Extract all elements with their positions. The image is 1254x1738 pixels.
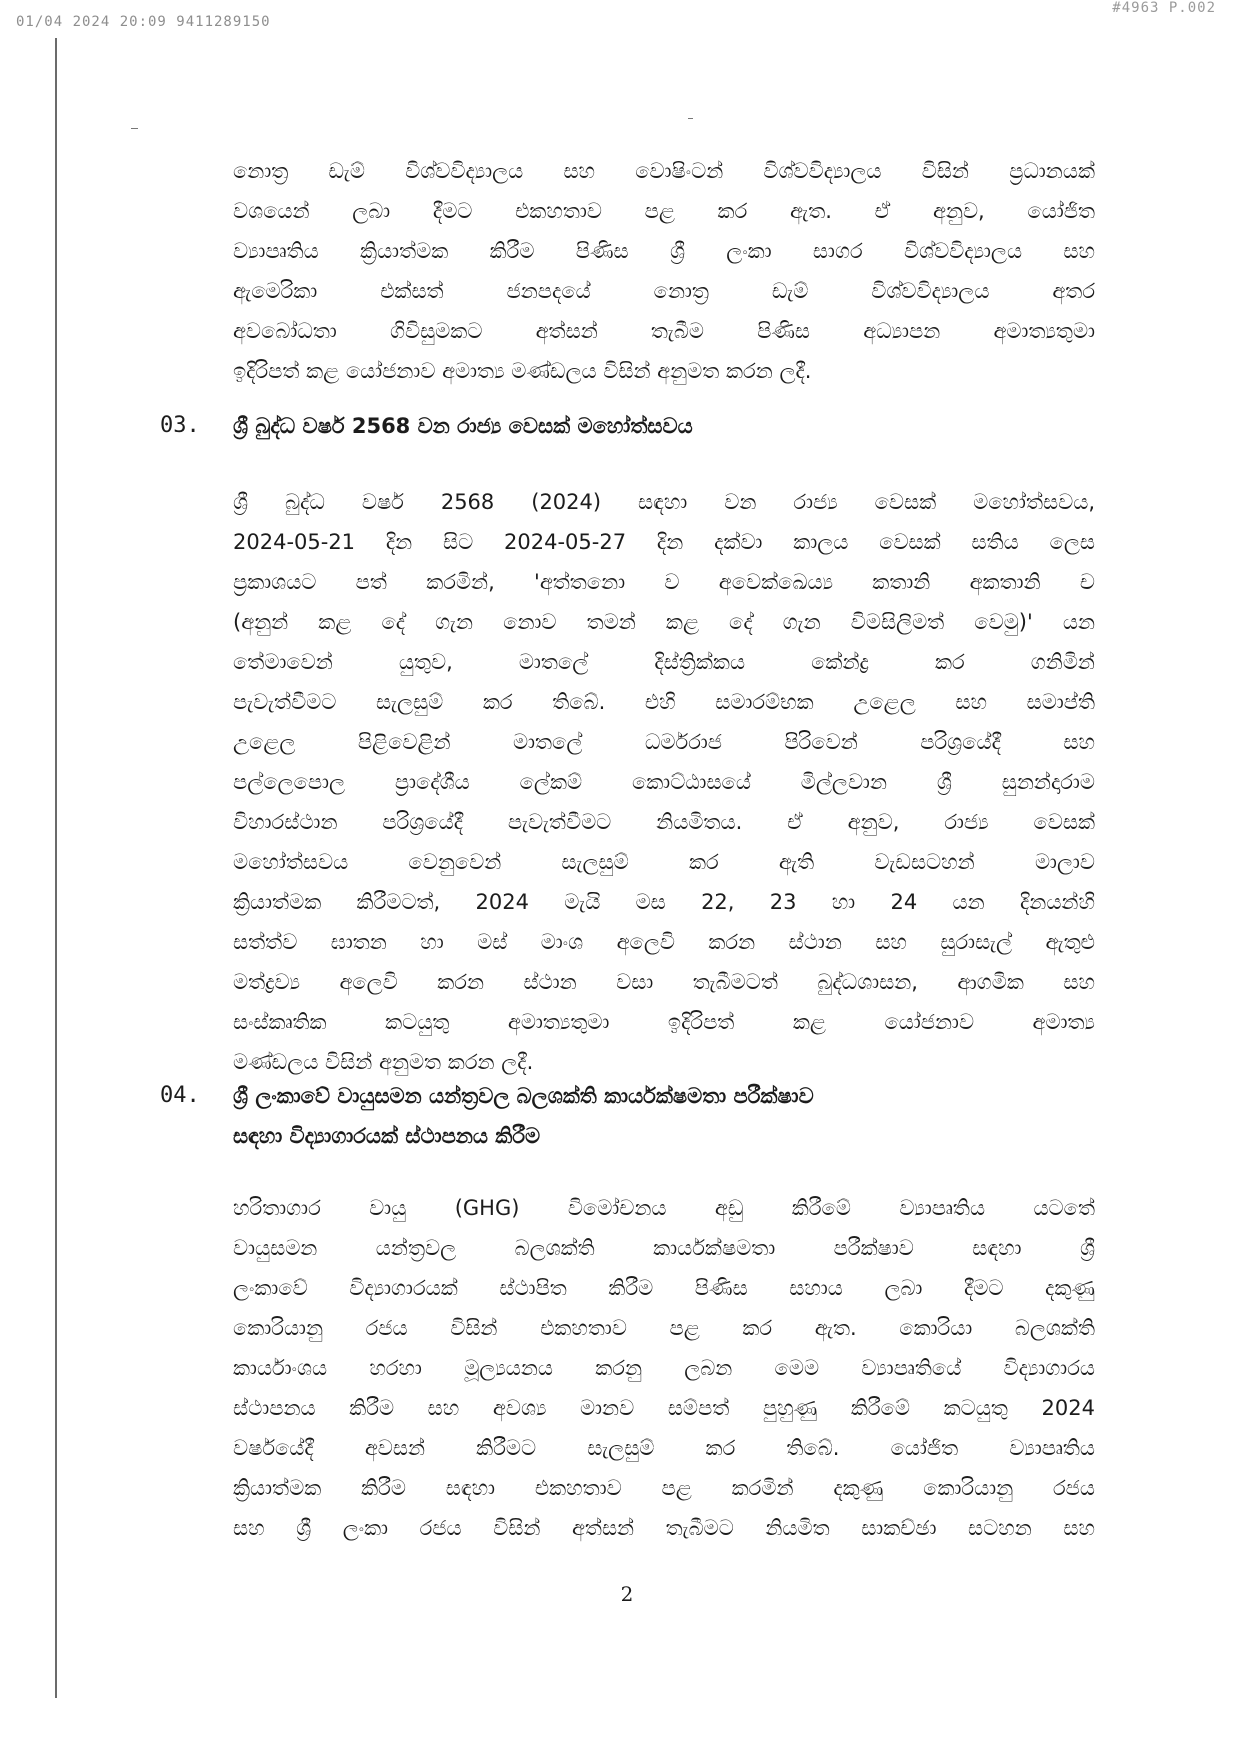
text-line: ඇමෙරිකා එක්සත් ජනපදයේ නොත්‍ර ඩැම් විශ්වවිද්‍යාලය අතර xyxy=(233,279,1095,303)
text-line: සත්ත්ව ඝාතන හා මස් මාංශ අලෙවි කරන ස්ථාන සහ සුරාසැල් ඇතුළු xyxy=(233,930,1095,954)
scan-mark xyxy=(688,118,693,119)
text-line: මහෝත්සවය වෙනුවෙන් සැලසුම් කර ඇති වැඩසටහන් මාලාව xyxy=(233,850,1095,874)
text-line: සහ ශ්‍රී ලංකා රජය විසින් අත්සන් තැබීමට නියමිත සාකච්ඡා සටහන සහ xyxy=(233,1516,1095,1540)
text-line: මත්ද්‍රව්‍ය අලෙවි කරන ස්ථාන වසා තැබීමටත් බුද්ධශාසන, ආගමික සහ xyxy=(233,970,1095,994)
text-line: (අනුන් කළ දේ ගැන නොව තමන් කළ දේ ගැන විමසිලිමත් වෙමු)' යන xyxy=(233,610,1095,634)
text-line: ව්‍යාපෘතිය ක්‍රියාත්මක කිරීම පිණිස ශ්‍රී ලංකා සාගර විශ්වවිද්‍යාලය සහ xyxy=(233,239,1095,263)
text-line: වශයෙන් ලබා දීමට එකහතාව පළ කර ඇත. ඒ අනුව, යෝජිත xyxy=(233,199,1095,223)
text-line: පැවැත්වීමට සැලසුම් කර තිබේ. එහි සමාරම්භක උළෙල සහ සමාප්ති xyxy=(233,690,1095,714)
intro-paragraph xyxy=(233,151,1095,391)
text-line: අවබෝධතා ගිවිසුමකට අත්සන් තැබීම පිණිස අධ්‍යාපන අමාත්‍යතුමා xyxy=(233,319,1095,343)
text-line: ප්‍රකාශයට පත් කරමින්, 'අත්තනො ව අවෙක්ඛෙය්‍ය කතානි අකතානි ච xyxy=(233,570,1095,594)
text-line: ශ්‍රී බුද්ධ වර්ෂ 2568 (2024) සඳහා වන රාජ්‍ය වෙසක් මහෝත්සවය, xyxy=(233,490,1095,514)
text-line: හරිතාගාර වායු (GHG) විමෝචනය අඩු කිරීමේ ව්‍යාපෘතිය යටතේ xyxy=(233,1196,1095,1220)
text-line: මණ්ඩලය විසින් අනුමත කරන ලදී. xyxy=(233,1050,534,1074)
text-line: ක්‍රියාත්මක කිරීම සඳහා එකහතාව පළ කරමින් දකුණු කොරියානු රජය xyxy=(233,1476,1095,1500)
text-line: ලංකාවේ විද්‍යාගාරයක් ස්ථාපිත කිරීම පිණිස සහාය ලබා දීමට දකුණු xyxy=(233,1276,1095,1300)
section-03-paragraph xyxy=(233,482,1095,1082)
text-line: ස්ථාපනය කිරීම සහ අවශ්‍ය මානව සම්පත් පුහුණු කිරීමේ කටයුතු 2024 xyxy=(233,1396,1095,1420)
page-number: 2 xyxy=(620,1582,634,1606)
section-number: 03. xyxy=(160,413,200,438)
text-line: කාර්යාංශය හරහා මූල්‍යයනය කරනු ලබන මෙම ව්‍යාපෘතියේ විද්‍යාගාරය xyxy=(233,1356,1095,1380)
fax-header-right: #4963 P.002 xyxy=(1112,0,1216,16)
text-line: 2024-05-21 දින සිට 2024-05-27 දින දක්වා කාලය වෙසක් සතිය ලෙස xyxy=(233,530,1095,554)
text-line: තේමාවෙන් යුතුව, මාතලේ දිස්ත්‍රික්කය කේන්ද්‍ර කර ගනිමින් xyxy=(233,650,1095,674)
text-line: උළෙල පිළිවෙළින් මාතලේ ධර්මරාජ පිරිවෙන් පරිශ්‍රයේදී සහ xyxy=(233,730,1095,754)
text-line: පල්ලෙපොල ප්‍රාදේශීය ලේකම් කොට්ඨාසයේ මිල්ලවාන ශ්‍රී සුනන්දාරාම xyxy=(233,770,1095,794)
text-line: ඉදිරිපත් කළ යෝජනාව අමාත්‍ය මණ්ඩලය විසින් අනුමත කරන ලදී. xyxy=(233,359,812,383)
margin-line xyxy=(55,38,57,1698)
section-title xyxy=(233,406,1095,446)
section-number: 04. xyxy=(160,1083,200,1108)
section-title xyxy=(233,1076,1095,1156)
text-line: කොරියානු රජය විසින් එකහතාව පළ කර ඇත. කොරියා බලශක්ති xyxy=(233,1316,1095,1340)
text-line: විහාරස්ථාන පරිශ්‍රයේදී පැවැත්වීමට නියමිතය. ඒ අනුව, රාජ්‍ය වෙසක් xyxy=(233,810,1095,834)
fax-header-left: 01/04 2024 20:09 9411289150 xyxy=(16,14,271,30)
text-line: ක්‍රියාත්මක කිරීමටත්, 2024 මැයි මස 22, 23 හා 24 යන දිනයන්හි xyxy=(233,890,1095,914)
section-title-line: ශ්‍රී ලංකාවේ වායුසමන යන්ත්‍රවල බලශක්ති කාර්යක්ෂමතා පරීක්ෂාව xyxy=(233,1084,814,1108)
text-line: වායුසමන යන්ත්‍රවල බලශක්ති කාර්යක්ෂමතා පරීක්ෂාව සඳහා ශ්‍රී xyxy=(233,1236,1095,1260)
section-04-paragraph xyxy=(233,1188,1095,1548)
section-title-line: සඳහා විද්‍යාගාරයක් ස්ථාපනය කිරීම xyxy=(233,1124,541,1148)
text-line: වර්ෂයේදී අවසන් කිරීමට සැලසුම් කර තිබේ. යෝජිත ව්‍යාපෘතිය xyxy=(233,1436,1095,1460)
text-line: සංස්කෘතික කටයුතු අමාත්‍යතුමා ඉදිරිපත් කළ යෝජනාව අමාත්‍ය xyxy=(233,1010,1095,1034)
scan-mark xyxy=(131,128,138,129)
text-line: නොත්‍ර ඩැම් විශ්වවිද්‍යාලය සහ වොෂිංටන් විශ්වවිද්‍යාලය විසින් ප්‍රධානයක් xyxy=(233,159,1095,183)
section-title-line: ශ්‍රී බුද්ධ වර්ෂ 2568 වන රාජ්‍ය වෙසක් මහෝත්සවය xyxy=(233,414,693,438)
